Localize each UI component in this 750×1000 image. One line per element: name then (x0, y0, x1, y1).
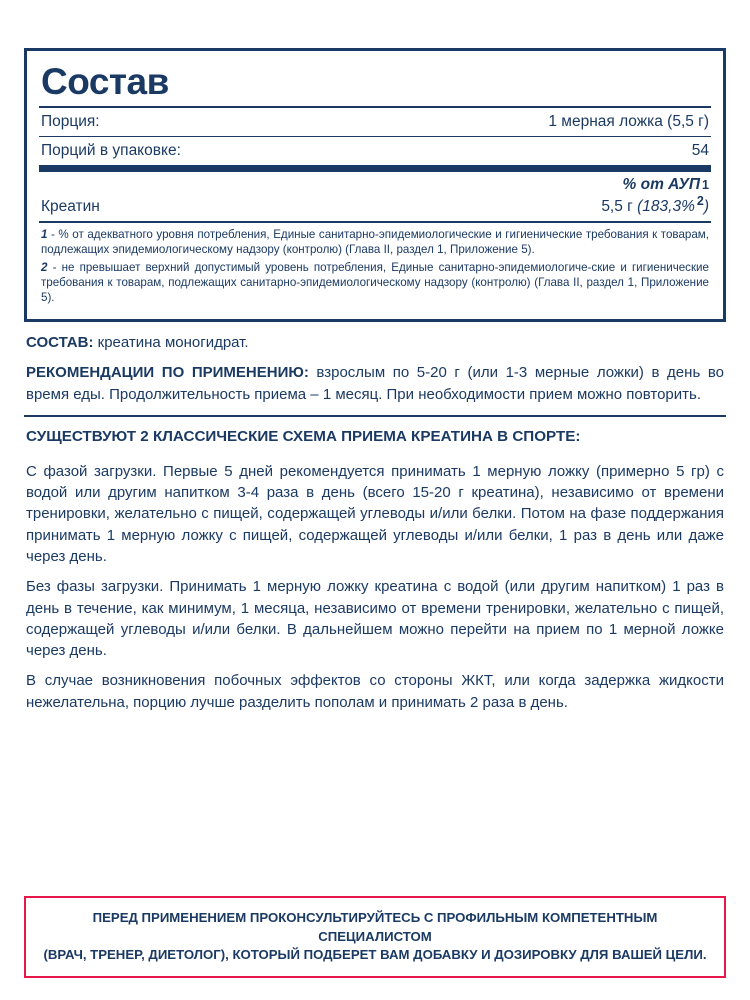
scheme-paragraph-side-effects: В случае возникновения побочных эффектов со стороны ЖКТ, или когда задержка жидкости нежелательна, порцию лучше разделить пополам и принимать 2 раза в день. (26, 672, 724, 711)
footnote-1 (41, 228, 709, 257)
nutrient-daily-value: (183,3% (637, 198, 695, 216)
daily-value-header-label: % от АУП (622, 176, 701, 193)
scheme-paragraph-loading: С фазой загрузки. Первые 5 дней рекомендуется принимать 1 мерную ложку (примерно 5 гр) с водой или другим напитком 3-4 раза в день (всего 15-20 г креатина), независимо от времени тренировки, желательно с пищей, содержащей углеводы и/или белки. Потом на фазе поддержания принимать 1 мерную ложку с пищей, содержащей углеводы и/или белки, 1 раз в день или даже через день. (26, 462, 724, 565)
footnotes (39, 223, 711, 311)
divider-thick (39, 165, 711, 172)
serving-size-label: Порция: (41, 113, 100, 130)
nutrient-daily-value-superscript: 2 (696, 194, 704, 208)
footnote-2 (41, 261, 709, 305)
daily-value-header (39, 172, 711, 194)
footnote-2-number: 2 (41, 261, 48, 275)
scheme-paragraph-no-loading: Без фазы загрузки. Принимать 1 мерную ложку креатина с водой (или другим напитком) 1 раз в день в течение, как минимум, 1 месяца, независимо от времени тренировки, желательно с пищей, содержащей углеводы и/или белки. В дальнейшем можно перейти на прием по 1 мерной ложке через день. (26, 578, 724, 660)
servings-per-container-row (39, 137, 711, 165)
warning-line-2: (ВРАЧ, ТРЕНЕР, ДИЕТОЛОГ), КОТОРЫЙ ПОДБЕРЕТ ВАМ ДОБАВКУ И ДОЗИРОВКУ ДЛЯ ВАШЕЙ ЦЕЛИ. (43, 946, 707, 962)
usage-paragraph (26, 362, 724, 405)
usage-label: РЕКОМЕНДАЦИИ ПО ПРИМЕНЕНИЮ: (26, 364, 309, 382)
nutrient-daily-value-close: ) (703, 198, 709, 216)
facts-title: Состав (41, 61, 169, 102)
schemes-block (24, 451, 726, 723)
schemes-heading: СУЩЕСТВУЮТ 2 КЛАССИЧЕСКИЕ СХЕМА ПРИЕМА КРЕАТИНА В СПОРТЕ: (26, 428, 581, 446)
supplement-facts-panel (24, 48, 726, 322)
warning-line-1: ПЕРЕД ПРИМЕНЕНИЕМ ПРОКОНСУЛЬТИРУЙТЕСЬ С ПРОФИЛЬНЫМ КОМПЕТЕНТНЫМ СПЕЦИАЛИСТОМ (92, 910, 658, 944)
footnote-1-text: - % от адекватного уровня потребления, Единые санитарно-эпидемиологические и гигиенические требования к товарам, подлежащих эпидемиологическому надзору (контролю) (Глава II, раздел 1, Приложение 5). (41, 228, 709, 256)
composition-and-usage-block (24, 322, 726, 415)
servings-per-container-label: Порций в упаковке: (41, 142, 181, 159)
daily-value-header-superscript: 1 (702, 178, 709, 192)
nutrient-name: Креатин (41, 198, 100, 216)
usage-text: взрослым по 5-20 г (или 1-3 мерные ложки) в день во время еды. Продолжительность приема – 1 месяц. При необходимости прием можно повторить. (26, 364, 724, 403)
nutrient-values (601, 194, 709, 216)
serving-size-value: 1 мерная ложка (5,5 г) (548, 113, 709, 130)
composition-paragraph (26, 332, 724, 353)
composition-label: СОСТАВ: (26, 334, 94, 352)
servings-per-container-value: 54 (691, 142, 709, 159)
nutrient-row-creatine (39, 194, 711, 221)
footnote-1-number: 1 (41, 228, 48, 242)
serving-size-row (39, 108, 711, 136)
warning-box (24, 896, 726, 978)
composition-text: креатина моногидрат. (93, 334, 249, 352)
footnote-2-text: - не превышает верхний допустимый уровень потребления, Единые санитарно-эпидемиологиче-ские и гигиенические требования к товарам, подлежащих санитарно-эпидемиологическому надзору (контролю) (Глава II, раздел 1, Приложение 5). (41, 261, 709, 304)
nutrient-amount: 5,5 г (601, 198, 633, 216)
